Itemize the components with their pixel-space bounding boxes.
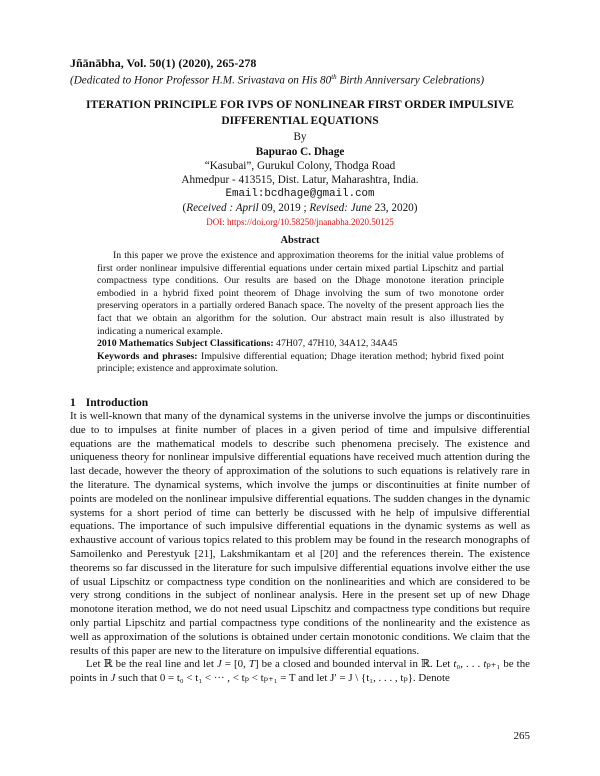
doi-link[interactable]: DOI: https://doi.org/10.58250/jnanabha.2020.50125	[206, 217, 394, 227]
abstract-heading: Abstract	[280, 235, 320, 246]
abstract-text: In this paper we prove the existence and approximation theorems for the initial value problems of first order nonlinear impulsive differential equations under certain mixed partial Lipschitz and partial compactness type conditions. Our results are based on the Dhage monotone iteration principle embodied in a hybrid fixed point theorem of Dhage involving the sum of two monotone order preserving operators in a partially ordered Banach space. The novelty of the present approach lies the fact that we obtain an algorithm for the solution. Our abstract main result is also illustrated by indicating a numerical example.	[97, 250, 504, 337]
keywords-value: Impulsive differential equation; Dhage iteration method; hybrid fixed point principle; existence and approximate solution.	[97, 350, 504, 375]
dedication-post: Birth Anniversary Celebrations)	[336, 74, 485, 87]
p2-a: Let ℝ be the real line and let	[86, 658, 217, 671]
by-line: By	[293, 131, 307, 143]
abstract-block	[97, 250, 504, 376]
dedication-sup: th	[331, 73, 337, 81]
p2-d: T	[248, 658, 255, 671]
journal-citation: Jñānābha, Vol. 50(1) (2020), 265-278	[70, 56, 257, 70]
author-address-2: Ahmedpur - 413515, Dist. Latur, Maharashtra, India.	[181, 174, 419, 186]
author-name: Bapurao C. Dhage	[255, 146, 345, 158]
p2-f: t	[453, 658, 457, 671]
author-email: Email:bcdhage@gmail.com	[225, 188, 375, 200]
p2-g: ₀, . . .	[456, 658, 484, 671]
section-title: Introduction	[85, 397, 149, 409]
received-label: Received : April	[186, 202, 259, 214]
received-date: 09, 2019 ;	[258, 202, 310, 214]
keywords-label: Keywords and phrases:	[97, 350, 198, 362]
p2-i: ₚ₊₁ be the points in	[70, 658, 530, 685]
received-revised-dates	[70, 202, 530, 214]
msc-label: 2010 Mathematics Subject Classifications:	[97, 338, 274, 350]
p2-j: J	[110, 672, 116, 685]
section-heading	[70, 397, 148, 409]
paper-title: ITERATION PRINCIPLE FOR IVPS OF NONLINEAR FIRST ORDER IMPULSIVE DIFFERENTIAL EQUATIONS	[86, 99, 514, 127]
p2-c: = [0,	[221, 658, 249, 671]
revised-label: Revised: June	[309, 202, 372, 214]
body-text	[70, 410, 530, 686]
intro-paragraph-1: It is well-known that many of the dynamical systems in the universe involve the jumps or discontinuities due to to impulses at finite number of places in a given period of time and impulsive differential equations are the mathematical models to describe such phenomena precisely. The existence and uniqueness theory for nonlinear impulsive differential equations have received much attention during the last decade, however the theory of approximation of the solutions to such equations is relatively rare in the literature. The dynamical systems, which involve the jumps or discontinuities at finite number of points are modeled on the nonlinear impulsive differential equations. The sudden changes in the dynamic systems for a short period of time can betterly be discussed with he help of impulsive differential equations. The importance of such impulsive differential equations in the dynamic systems as well as exhaustive account of various topics related to this problem may be found in the research monographs of Samoilenko and Perestyuk [21], Lakshmikantam et al [20] and the references therein. The existence theorems so far discussed in the literature for such impulsive differential equations involve either the use of usual Lipschitz or compactness type condition on the nonlinearities and which are considered to be very strong conditions in the subject of nonlinear analysis. Here in the present set up of new Dhage monotone iteration method, we do not need usual Lipschitz and compactness type conditions but require only partial Lipschitz and partial compactness type conditions of the nonlinearity and the existence as well as approximation of the solutions is obtained under certain monotonic conditions. We claim that the results of this paper are new to the literature on impulsive differential equations.	[70, 410, 530, 657]
dedication-line	[70, 73, 484, 87]
intro-paragraph-2	[70, 658, 530, 686]
msc-line	[97, 338, 504, 351]
keywords-line	[97, 351, 504, 376]
page-number: 265	[513, 730, 530, 742]
p2-b: J	[216, 658, 222, 671]
revised-date: 23, 2020)	[371, 202, 418, 214]
dedication-pre: (Dedicated to Honor Professor H.M. Srivastava on His 80	[70, 74, 332, 87]
p2-h: t	[483, 658, 487, 671]
p2-k: such that 0 = t₀ < t₁ < ··· , < tₚ < tₚ₊₁ = T and let J′ = J \ {t₁, . . . , tₚ}. Denote	[115, 672, 450, 685]
author-address-1: “Kasubai”, Gurukul Colony, Thodga Road	[204, 160, 396, 172]
section-number: 1	[70, 397, 76, 409]
dates-open: (	[182, 202, 187, 214]
p2-e: ] be a closed and bounded interval in ℝ. Let	[254, 658, 454, 671]
msc-value: 47H07, 47H10, 34A12, 34A45	[273, 338, 398, 350]
